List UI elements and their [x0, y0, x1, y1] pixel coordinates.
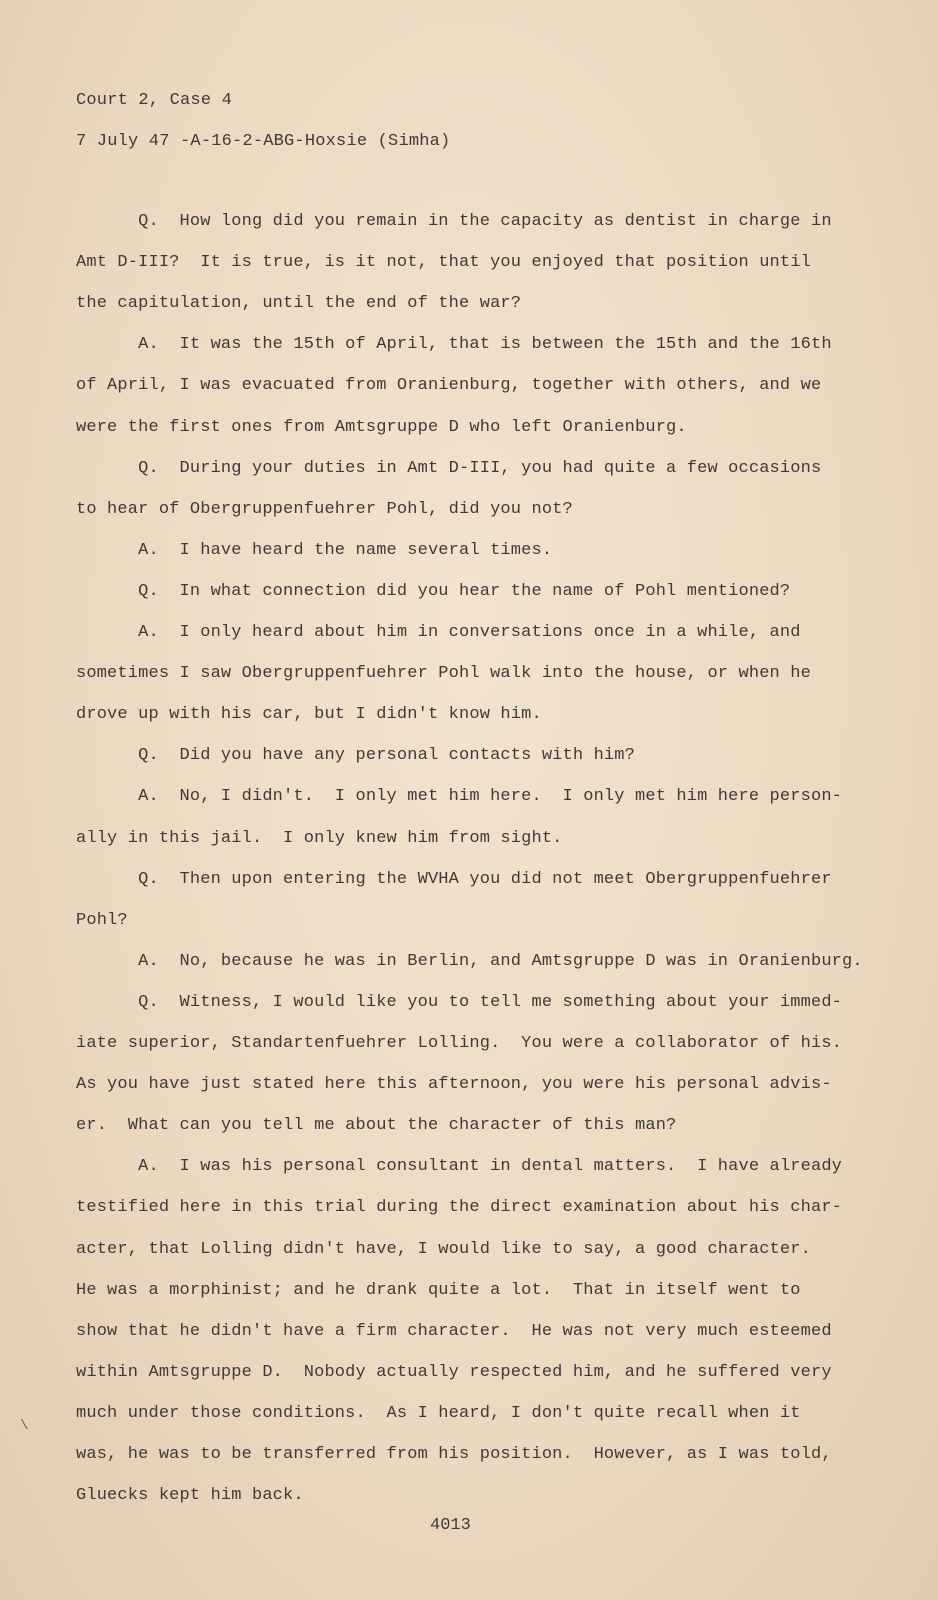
session-reference: 7 July 47 -A-16-2-ABG-Hoxsie (Simha): [76, 132, 451, 151]
transcript-line: acter, that Lolling didn't have, I would like to say, a good character.: [76, 1240, 811, 1259]
transcript-line: Q. Then upon entering the WVHA you did not meet Obergruppenfuehrer: [76, 870, 832, 889]
transcript-line: A. I only heard about him in conversations once in a while, and: [76, 623, 801, 642]
transcript-line: of April, I was evacuated from Oranienburg, together with others, and we: [76, 376, 822, 395]
transcript-line: Q. Witness, I would like you to tell me something about your immed-: [76, 993, 843, 1012]
transcript-line: Q. Did you have any personal contacts with him?: [76, 746, 635, 765]
transcript-line: sometimes I saw Obergruppenfuehrer Pohl walk into the house, or when he: [76, 664, 811, 683]
transcript-line: show that he didn't have a firm character. He was not very much esteemed: [76, 1322, 832, 1341]
margin-mark: \: [20, 1418, 29, 1434]
transcript-line: Q. In what connection did you hear the name of Pohl mentioned?: [76, 582, 791, 601]
transcript-line: Pohl?: [76, 911, 128, 930]
transcript-line: As you have just stated here this afternoon, you were his personal advis-: [76, 1075, 832, 1094]
transcript-line: Gluecks kept him back.: [76, 1486, 304, 1505]
transcript-line: Q. How long did you remain in the capacity as dentist in charge in: [76, 212, 832, 231]
transcript-line: much under those conditions. As I heard, I don't quite recall when it: [76, 1404, 801, 1423]
page-number: 4013: [430, 1516, 471, 1535]
transcript-line: was, he was to be transferred from his position. However, as I was told,: [76, 1445, 832, 1464]
case-heading: Court 2, Case 4: [76, 91, 233, 110]
transcript-line: A. I have heard the name several times.: [76, 541, 553, 560]
transcript-line: to hear of Obergruppenfuehrer Pohl, did you not?: [76, 500, 573, 519]
transcript-line: ally in this jail. I only knew him from sight.: [76, 829, 563, 848]
transcript-line: Q. During your duties in Amt D-III, you had quite a few occasions: [76, 459, 822, 478]
transcript-line: drove up with his car, but I didn't know him.: [76, 705, 542, 724]
transcript-line: Amt D-III? It is true, is it not, that you enjoyed that position until: [76, 253, 811, 272]
transcript-line: were the first ones from Amtsgruppe D who left Oranienburg.: [76, 418, 687, 437]
transcript-line: within Amtsgruppe D. Nobody actually respected him, and he suffered very: [76, 1363, 832, 1382]
transcript-line: He was a morphinist; and he drank quite a lot. That in itself went to: [76, 1281, 801, 1300]
transcript-line: A. No, because he was in Berlin, and Amtsgruppe D was in Oranienburg.: [76, 952, 863, 971]
transcript-line: A. It was the 15th of April, that is between the 15th and the 16th: [76, 335, 832, 354]
transcript-line: the capitulation, until the end of the war?: [76, 294, 522, 313]
transcript-line: testified here in this trial during the direct examination about his char-: [76, 1198, 843, 1217]
transcript-line: A. I was his personal consultant in dental matters. I have already: [76, 1157, 843, 1176]
transcript-line: A. No, I didn't. I only met him here. I only met him here person-: [76, 787, 843, 806]
transcript-line: iate superior, Standartenfuehrer Lolling. You were a collaborator of his.: [76, 1034, 843, 1053]
transcript-line: er. What can you tell me about the character of this man?: [76, 1116, 677, 1135]
